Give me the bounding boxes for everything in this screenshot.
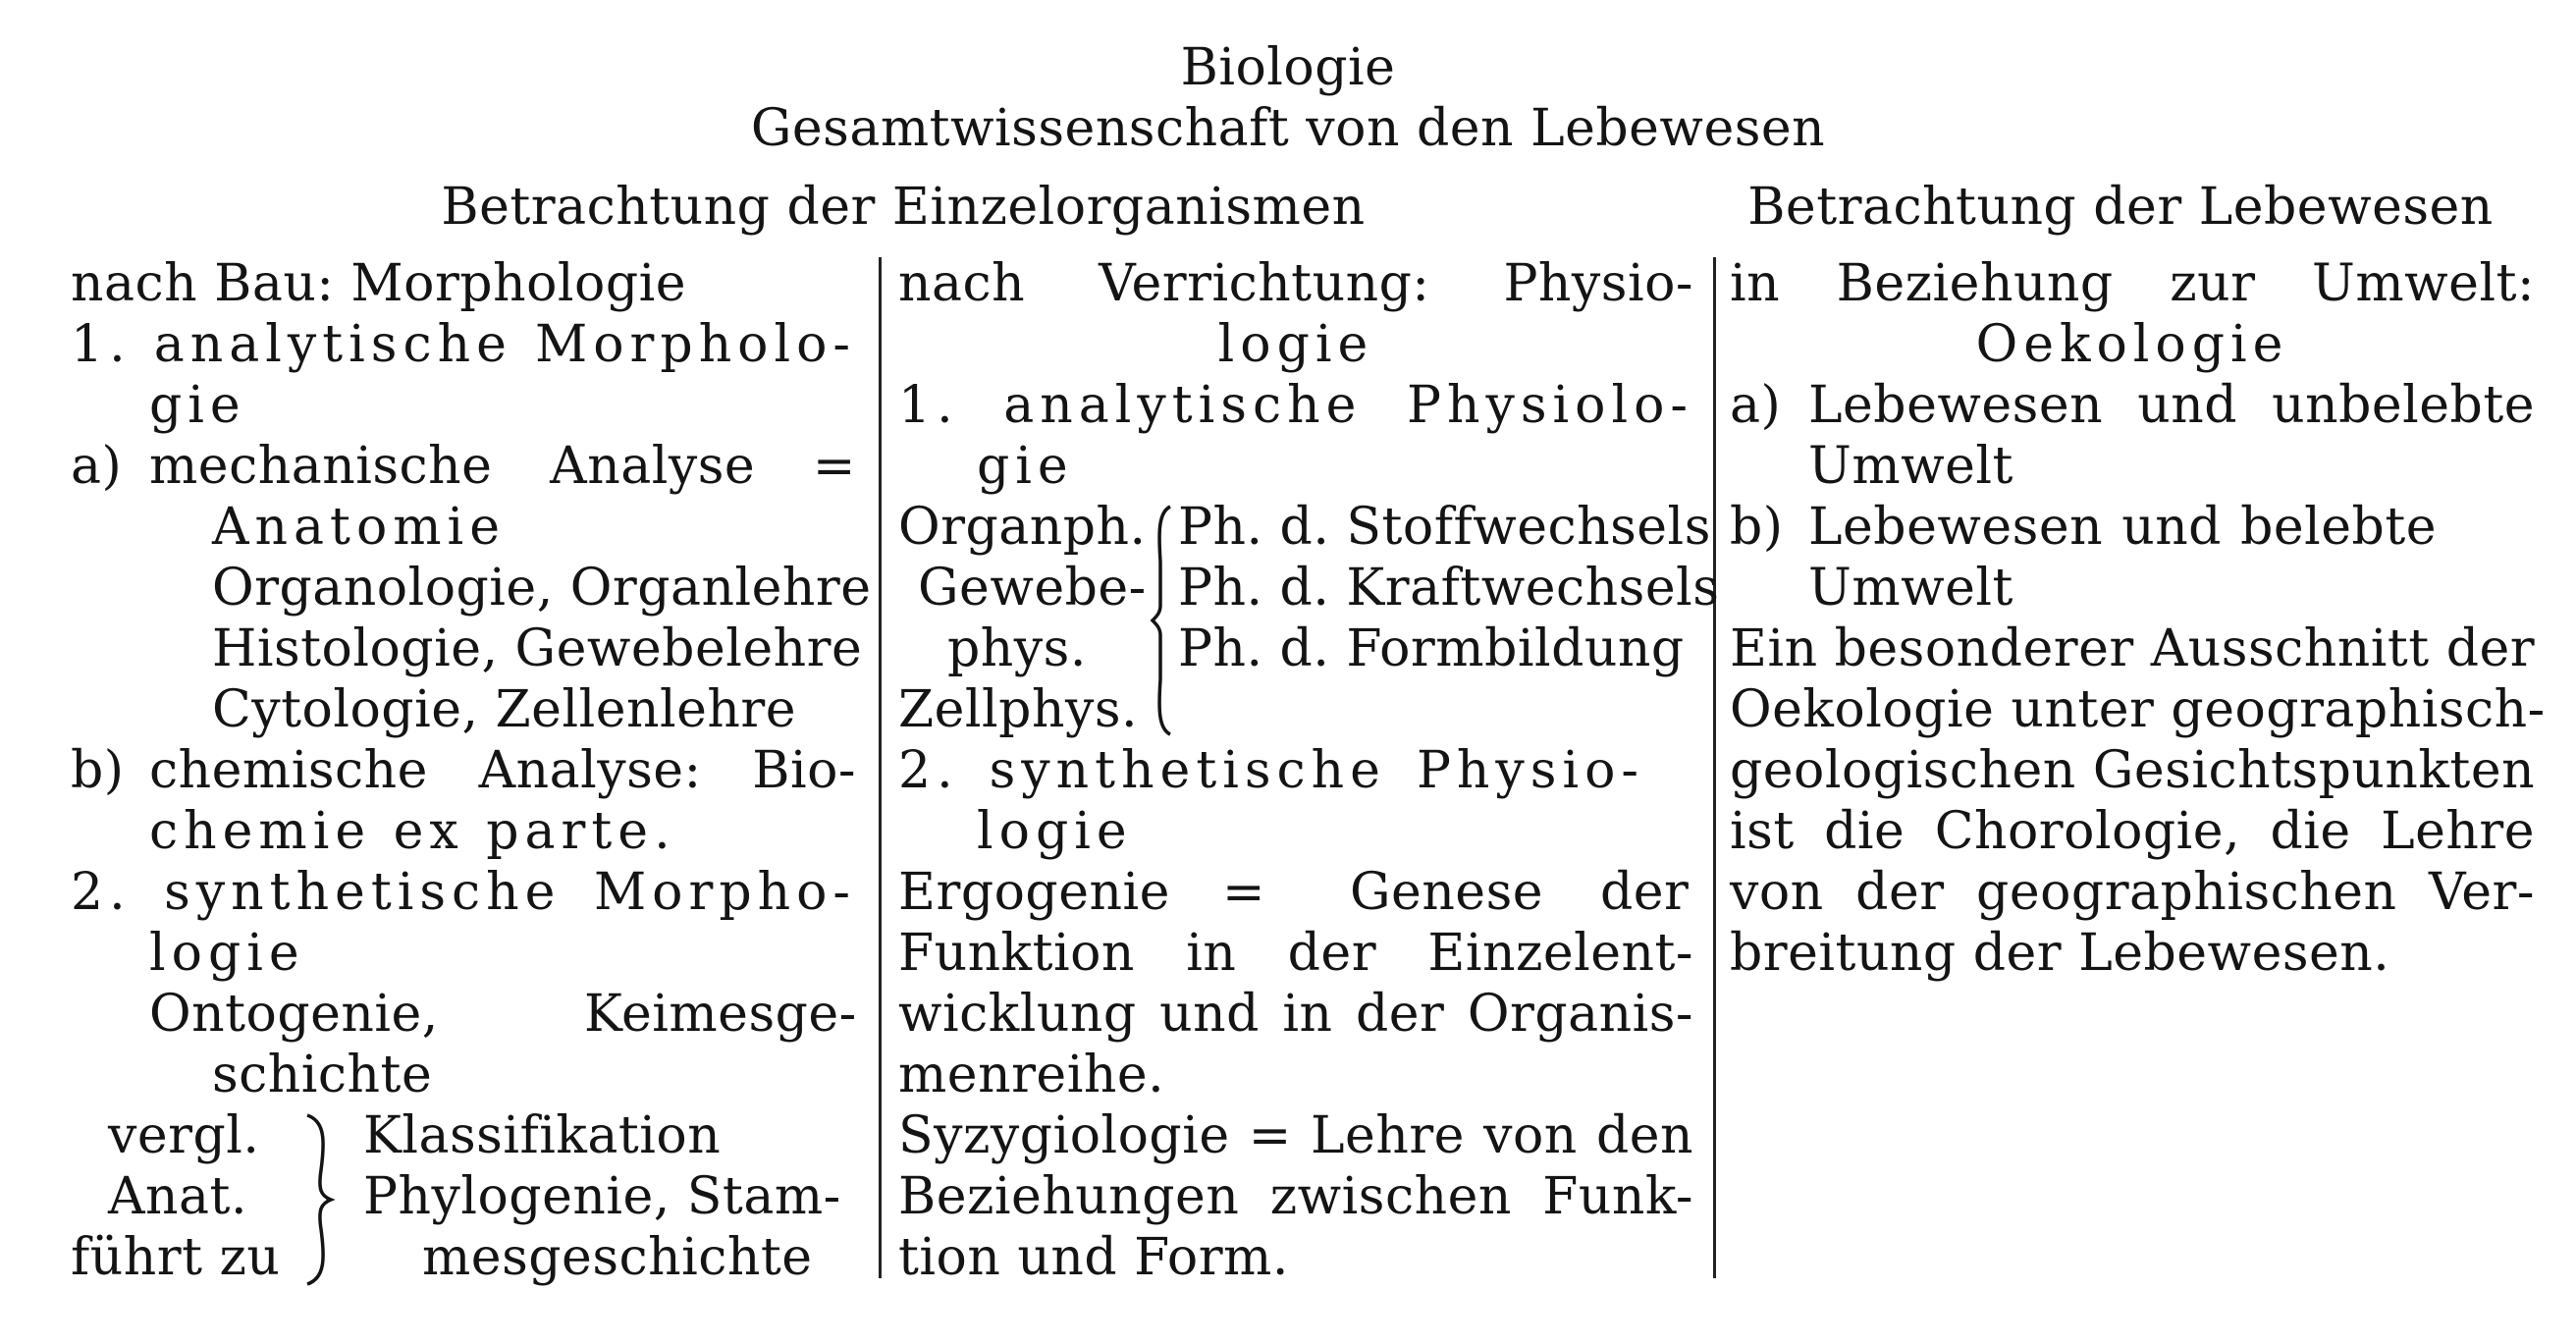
col2-line: menreihe. — [898, 1046, 1165, 1104]
col1-line: gie — [149, 376, 246, 435]
col1-brace-item: Phylogenie, Stam- — [363, 1167, 841, 1226]
col3-line: Lebewesen und belebte — [1808, 498, 2437, 557]
col1-line: Anatomie — [212, 498, 506, 557]
page-title: Biologie — [1180, 38, 1396, 97]
col3-line: Umwelt — [1808, 559, 2013, 618]
col3-line: Oekologie — [1975, 315, 2289, 374]
col2-line: = — [1222, 863, 1266, 922]
col3-line: Umwelt — [1808, 437, 2013, 496]
col2-brace-label: Gewebe- — [918, 559, 1147, 618]
col1-line: schichte — [212, 1046, 433, 1104]
col2-heading: nach Verrichtung: Physio- — [898, 254, 1693, 313]
page-subtitle: Gesamtwissenschaft von den Lebewesen — [750, 99, 1826, 158]
col2-brace-label: Organph. — [898, 498, 1147, 557]
col1-marker: b) — [71, 741, 125, 800]
col2-line: Genese — [1350, 863, 1544, 922]
col2-line: tion und Form. — [898, 1228, 1289, 1287]
col3-heading: in Beziehung zur Umwelt: — [1730, 254, 2535, 313]
col2-line: Funktion in der Einzelent- — [898, 924, 1693, 983]
col2-brace-item: Ph. d. Kraftwechsels — [1178, 559, 1720, 618]
column-divider-left — [879, 257, 882, 1278]
col1-heading: nach Bau: Morphologie — [71, 254, 687, 313]
col3-line: Oekologie unter geographisch- — [1730, 680, 2546, 739]
curly-brace-icon — [299, 1111, 339, 1288]
col1-line: Keimesge- — [584, 985, 857, 1044]
col2-line: wicklung und in der Organis- — [898, 985, 1693, 1044]
col1-line: chemische Analyse: Bio- — [149, 741, 856, 800]
group-heading-single-organisms: Betrachtung der Einzelorganismen — [441, 178, 1366, 237]
col1-marker: a) — [71, 437, 123, 496]
col3-line: Ein besonderer Ausschnitt der — [1730, 619, 2536, 678]
col1-line: Ontogenie, — [149, 985, 439, 1044]
col1-brace-item: mesgeschichte — [422, 1228, 813, 1287]
col1-line: Cytologie, Zellenlehre — [212, 680, 797, 739]
col1-line: Organologie, Organlehre — [212, 559, 872, 618]
col2-brace-label: Zellphys. — [898, 680, 1139, 739]
col1-line: mechanische Analyse = — [149, 437, 856, 496]
col3-line: breitung der Lebewesen. — [1730, 924, 2390, 983]
col2-brace-label: phys. — [947, 619, 1087, 678]
col1-line: Histologie, Gewebelehre — [212, 619, 863, 678]
col3-line: ist die Chorologie, die Lehre — [1730, 802, 2535, 861]
col2-line: 2. synthetische Physio- — [898, 741, 1644, 800]
col2-line: Ergogenie — [898, 863, 1170, 922]
col2-brace-item: Ph. d. Formbildung — [1178, 619, 1685, 678]
col1-line: 1. analytische Morpholo- — [71, 315, 856, 374]
bracket-line-icon — [1149, 503, 1178, 738]
col1-brace-label: vergl. — [108, 1106, 260, 1165]
col2-line: 1. analytische Physiolo- — [898, 376, 1693, 435]
col1-brace-item: Klassifikation — [363, 1106, 722, 1165]
group-heading-environment: Betrachtung der Lebewesen — [1747, 178, 2494, 237]
col1-line: chemie ex parte. — [149, 802, 676, 861]
col3-line: Lebewesen und unbelebte — [1808, 376, 2535, 435]
col3-marker: a) — [1730, 376, 1782, 435]
col2-line: logie — [977, 802, 1133, 861]
col1-line: logie — [149, 924, 305, 983]
col2-line: Beziehungen zwischen Funk- — [898, 1167, 1693, 1226]
column-divider-right — [1713, 257, 1716, 1278]
col1-line: 2. synthetische Morpho- — [71, 863, 856, 922]
col3-line: geologischen Gesichtspunkten — [1730, 741, 2536, 800]
col3-line: von der geographischen Ver- — [1730, 863, 2535, 922]
col2-brace-item: Ph. d. Stoffwechsels — [1178, 498, 1711, 557]
col3-marker: b) — [1730, 498, 1784, 557]
col1-brace-label: Anat. — [108, 1167, 247, 1226]
col2-line: gie — [977, 437, 1074, 496]
col1-brace-label: führt zu — [71, 1228, 281, 1287]
col2-line: der — [1600, 863, 1690, 922]
col2-line: Syzygiologie = Lehre von den — [898, 1106, 1693, 1165]
col2-line: logie — [1217, 315, 1374, 374]
